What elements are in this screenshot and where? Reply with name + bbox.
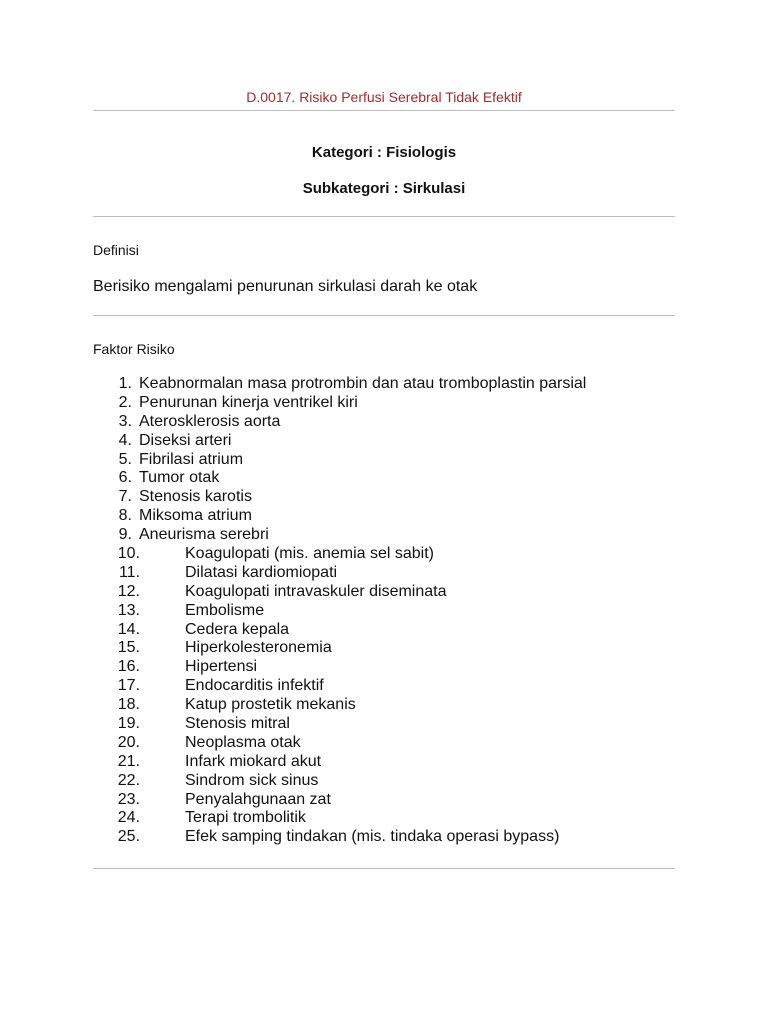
- list-item-text: Endocarditis infektif: [185, 677, 324, 695]
- list-item-number: 13.: [117, 601, 140, 619]
- list-item-text: Terapi trombolitik: [185, 809, 306, 827]
- list-item-number: 4.: [118, 431, 132, 449]
- faktor-risiko-list: [0, 374, 768, 846]
- definisi-text: Berisiko mengalami penurunan sirkulasi darah ke otak: [93, 278, 478, 295]
- list-item: [0, 695, 768, 714]
- list-item-text: Hiperkolesteronemia: [185, 639, 332, 657]
- list-item-text: Sindrom sick sinus: [185, 771, 319, 789]
- list-item: [0, 525, 768, 544]
- document-title: D.0017. Risiko Perfusi Serebral Tidak Efektif: [246, 89, 522, 105]
- list-item-number: 16.: [117, 658, 140, 676]
- list-item-text: Neoplasma otak: [185, 733, 301, 751]
- list-item-text: Miksoma atrium: [139, 507, 252, 525]
- list-item: [0, 657, 768, 676]
- list-item-text: Koagulopati (mis. anemia sel sabit): [185, 545, 435, 563]
- list-item-text: Dilatasi kardiomiopati: [185, 563, 338, 581]
- list-item-text: Infark miokard akut: [185, 752, 322, 770]
- list-item: [0, 412, 768, 431]
- list-item: [0, 393, 768, 412]
- divider: [93, 216, 675, 217]
- list-item-number: 22.: [117, 771, 140, 789]
- list-item-number: 9.: [118, 526, 132, 544]
- list-item: [0, 544, 768, 563]
- list-item-text: Penurunan kinerja ventrikel kiri: [139, 393, 358, 411]
- list-item-text: Diseksi arteri: [139, 431, 232, 449]
- list-item-number: 5.: [118, 450, 132, 468]
- list-item-text: Efek samping tindakan (mis. tindaka operasi bypass): [185, 828, 560, 846]
- list-item-number: 11.: [118, 563, 140, 581]
- list-item-text: Hipertensi: [185, 658, 258, 676]
- list-item-text: Embolisme: [185, 601, 265, 619]
- list-item-number: 1.: [118, 375, 132, 392]
- list-item-text: Tumor otak: [139, 469, 220, 487]
- list-item-number: 2.: [118, 393, 132, 411]
- list-item-text: Katup prostetik mekanis: [185, 696, 356, 714]
- list-item-text: Koagulopati intravaskuler diseminata: [185, 582, 447, 600]
- list-item-number: 19.: [117, 715, 140, 733]
- list-item: [0, 676, 768, 695]
- list-item: [0, 601, 768, 620]
- list-item-number: 14.: [117, 620, 140, 638]
- list-item-number: 12.: [117, 582, 140, 600]
- list-item-text: Aterosklerosis aorta: [139, 412, 281, 430]
- list-item-text: Cedera kepala: [185, 620, 290, 638]
- list-item-number: 17.: [117, 677, 140, 695]
- list-item-text: Keabnormalan masa protrombin dan atau tromboplastin parsial: [139, 375, 587, 392]
- list-item-text: Stenosis mitral: [185, 715, 290, 733]
- list-item: [0, 506, 768, 525]
- list-item-text: Fibrilasi atrium: [139, 450, 244, 468]
- list-item: [0, 620, 768, 639]
- list-item: [0, 468, 768, 487]
- list-item: [0, 752, 768, 771]
- list-item-number: 8.: [118, 507, 132, 525]
- list-item-number: 23.: [117, 790, 140, 808]
- list-item: [0, 487, 768, 506]
- list-item-text: Stenosis karotis: [139, 488, 252, 506]
- list-item: [0, 771, 768, 790]
- list-item-number: 21.: [117, 752, 140, 770]
- subkategori-heading: Subkategori : Sirkulasi: [302, 180, 466, 197]
- list-item-text: Aneurisma serebri: [139, 526, 269, 544]
- list-item: [0, 638, 768, 657]
- list-item-number: 25.: [117, 828, 140, 846]
- list-item: [0, 790, 768, 809]
- list-item: [0, 431, 768, 450]
- faktor-risiko-label: Faktor Risiko: [93, 341, 175, 357]
- list-item: [0, 827, 768, 846]
- list-item-number: 20.: [117, 733, 140, 751]
- definisi-label: Definisi: [93, 242, 139, 258]
- divider: [93, 315, 675, 316]
- list-item-number: 15.: [117, 639, 140, 657]
- divider: [93, 110, 675, 111]
- list-item: [0, 374, 768, 393]
- list-item: [0, 714, 768, 733]
- list-item: [0, 808, 768, 827]
- kategori-heading: Kategori : Fisiologis: [311, 144, 457, 161]
- list-item-number: 10.: [117, 545, 140, 563]
- list-item-text: Penyalahgunaan zat: [185, 790, 331, 808]
- list-item-number: 6.: [118, 469, 132, 487]
- list-item: [0, 582, 768, 601]
- list-item: [0, 563, 768, 582]
- list-item-number: 24.: [117, 809, 140, 827]
- list-item-number: 3.: [118, 412, 132, 430]
- list-item-number: 7.: [118, 488, 132, 506]
- divider: [93, 868, 675, 869]
- list-item: [0, 733, 768, 752]
- list-item: [0, 450, 768, 469]
- list-item-number: 18.: [117, 696, 140, 714]
